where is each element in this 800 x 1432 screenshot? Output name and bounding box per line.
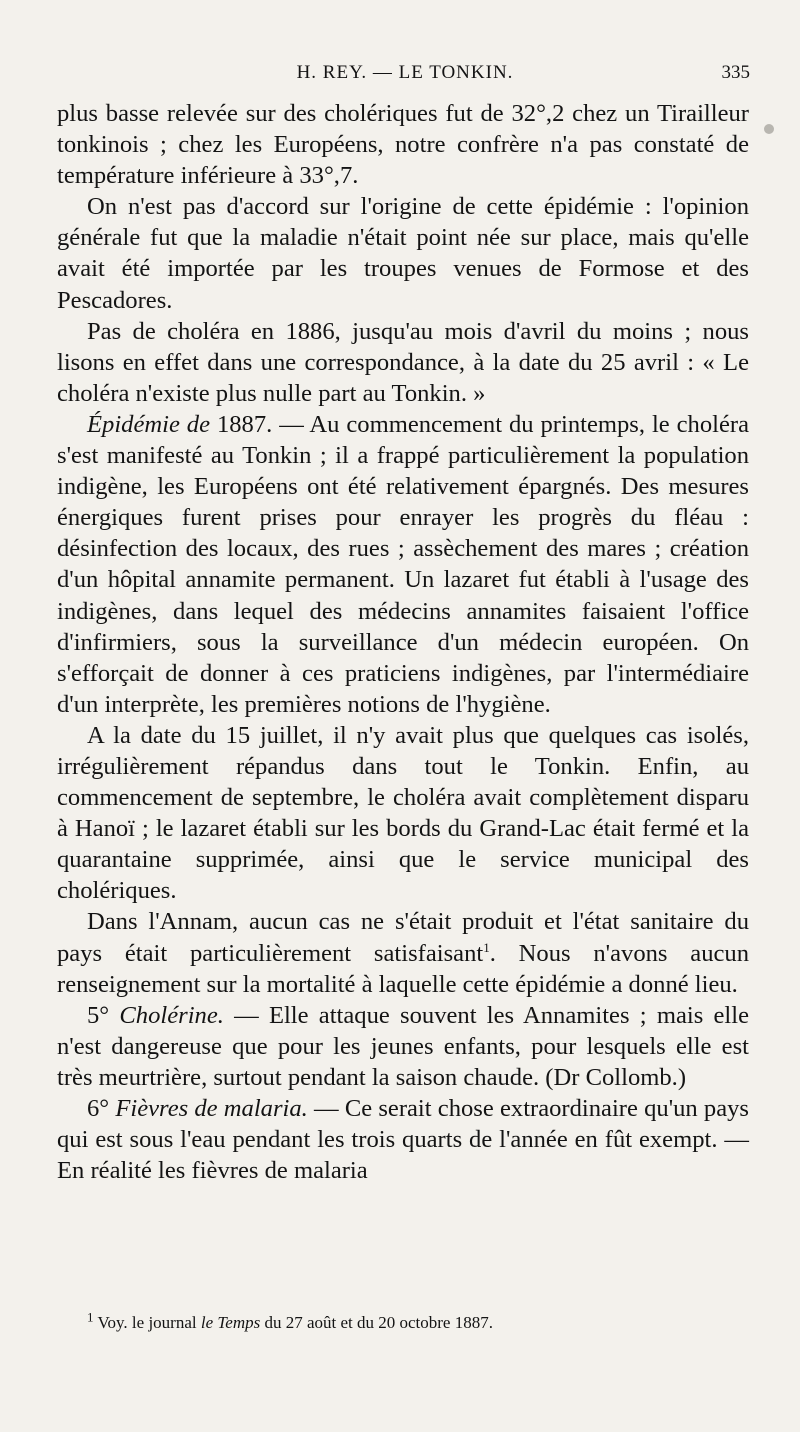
paragraph-1 — [57, 98, 749, 191]
paragraph-cholerine — [57, 1000, 749, 1093]
footnote-marker: 1 — [87, 1309, 94, 1325]
paragraph-4-text: 1887. — Au commencement du printemps, le choléra s'est manifesté au Tonkin ; il a frappé particulièrement la population indigène, les Européens ont été relativement épargnés. Des mesures énergiques furent prises pour enrayer les progrès du fléau : désinfection des locaux, des rues ; assèchement des mares ; création d'un hôpital annamite permanent. Un lazaret fut établi à l'usage des indigènes, dans lequel des médecins annamites faisaient l'office d'infirmiers, sous la surveillance d'un médecin européen. On s'efforçait de donner à ces praticiens indigènes, par l'intermédiaire d'un interprète, les premières notions de l'hygiène. — [57, 410, 749, 718]
section-heading-cholerine: Cholérine. — [119, 1001, 224, 1029]
page-number: 335 — [721, 62, 750, 83]
paragraph-6-text-after: . Nous n'avons aucun renseignement sur la mortalité à laquelle cette épidémie a donné lieu. — [57, 939, 749, 998]
paragraph-2 — [57, 191, 749, 315]
footnote — [87, 1309, 747, 1334]
paragraph-7-text: — Elle attaque souvent les Annamites ; mais elle n'est dangereuse que pour les jeunes enfants, pour lesquels elle est très meurtrière, surtout pendant la saison chaude. (Dr Collomb.) — [57, 1001, 749, 1091]
section-heading-malaria: Fièvres de malaria. — [115, 1095, 308, 1122]
paragraph-3-text: Pas de choléra en 1886, jusqu'au mois d'avril du moins ; nous lisons en effet dans une correspondance, à la date du 25 avril : « Le choléra n'existe plus nulle part au Tonkin. » — [57, 317, 749, 407]
section-heading-epidemie: Épidémie de — [87, 410, 211, 438]
section-number-5: 5° — [87, 1001, 120, 1029]
body-text — [57, 98, 749, 1186]
footnote-text-before: Voy. le journal — [93, 1313, 201, 1332]
footnote-reference: 1 — [483, 939, 490, 955]
paragraph-6 — [57, 906, 749, 999]
paragraph-epidemie-1887 — [57, 409, 749, 720]
paragraph-5 — [57, 720, 749, 907]
paragraph-5-text: A la date du 15 juillet, il n'y avait plus que quelques cas isolés, irrégulièrement répandus dans tout le Tonkin. Enfin, au commencement de septembre, le choléra avait complètement disparu à Hanoï ; le lazaret établi sur les bords du Grand-Lac était fermé et la quarantaine supprimée, ainsi que le service municipal des cholériques. — [57, 721, 749, 905]
paragraph-malaria — [57, 1093, 749, 1186]
paragraph-3 — [57, 316, 749, 409]
paragraph-1-text: plus basse relevée sur des cholériques fut de 32°,2 chez un Tirailleur tonkinois ; chez les Européens, notre confrère n'a pas constaté de température inférieure à 33°,7. — [57, 100, 749, 190]
section-number-6: 6° — [87, 1095, 116, 1122]
running-title: H. REY. — LE TONKIN. — [296, 62, 514, 83]
paragraph-6-text: Dans l'Annam, aucun cas ne s'était produit et l'état sanitaire du pays était particulièrement satisfaisant — [57, 908, 749, 967]
running-head — [60, 62, 750, 90]
paragraph-2-text: On n'est pas d'accord sur l'origine de cette épidémie : l'opinion générale fut que la maladie n'était point née sur place, mais qu'elle avait été importée par les troupes venues de Formose et des Pescadores. — [57, 193, 749, 314]
scan-speck — [764, 124, 774, 134]
footnote-italic-title: le Temps — [200, 1313, 261, 1332]
paragraph-8-text: — Ce serait chose extraordinaire qu'un pays qui est sous l'eau pendant les trois quarts de l'année en fût exempt. — En réalité les fièvres de malaria — [57, 1095, 750, 1185]
footnote-text-after: du 27 août et du 20 octobre 1887. — [260, 1313, 493, 1332]
